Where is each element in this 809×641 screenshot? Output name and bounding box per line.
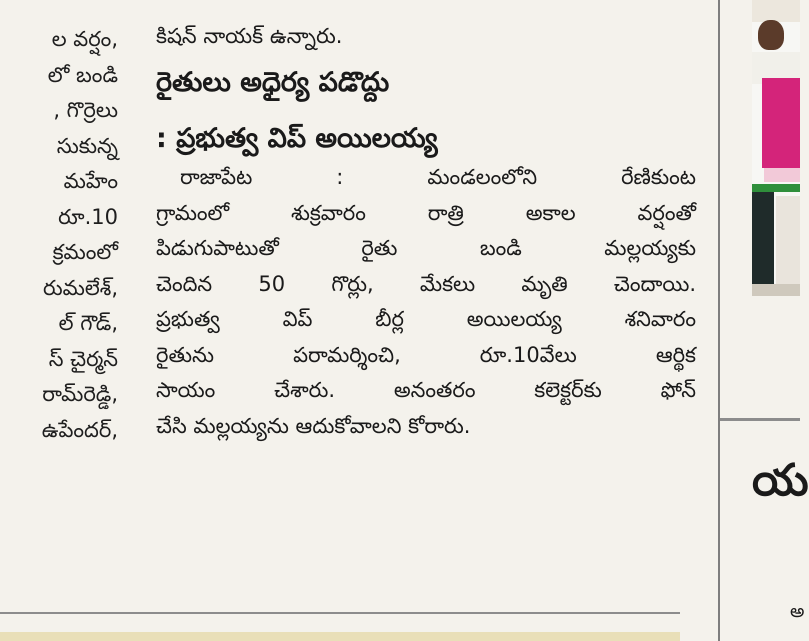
bottom-divider <box>0 612 680 614</box>
article-headline: రైతులు అధైర్య పడొద్దు <box>156 67 390 98</box>
left-line: రామ్‌రెడ్డి, <box>42 382 118 406</box>
body-line: రైతును పరామర్శించి, రూ.10వేలు ఆర్థిక <box>156 342 696 367</box>
left-line: మహేం <box>63 169 118 193</box>
left-line: క్రమంలో <box>52 240 118 264</box>
left-line: ల వర్షం, <box>51 27 118 51</box>
article-body <box>156 160 696 444</box>
news-photo-cropped <box>752 0 800 296</box>
body-line: పిడుగుపాటుతో రైతు బండి మల్లయ్యకు <box>156 236 696 260</box>
article-column <box>156 18 696 444</box>
article-subheadline: : ప్రభుత్వ విప్ అయిలయ్య <box>156 123 438 154</box>
left-line: రుమలేశ్, <box>42 275 118 300</box>
body-line: రాజాపేట : మండలంలోని రేణికుంట <box>180 165 696 189</box>
body-line: ప్రభుత్వ విప్ బీర్ల అయిలయ్య శనివారం <box>156 307 696 331</box>
body-line: గ్రామంలో శుక్రవారం రాత్రి అకాల వర్షంతో <box>156 200 696 225</box>
left-line: ఉపేందర్, <box>41 417 118 442</box>
previous-article-tail: కిషన్ నాయక్ ఉన్నారు. <box>156 24 343 48</box>
body-line: చేసి మల్లయ్యను ఆదుకోవాలని కోరారు. <box>156 413 471 438</box>
right-headline-fragment: య <box>752 455 809 506</box>
right-text-fragment: అ <box>790 601 805 622</box>
left-line: ల్ గౌడ్, <box>58 311 118 335</box>
next-article-strip <box>0 632 680 641</box>
left-line: స్ చైర్మన్ <box>48 346 118 371</box>
left-line: రూ.10 <box>58 204 118 229</box>
left-column-cropped <box>0 22 118 448</box>
left-line: లో బండి <box>47 62 118 87</box>
body-line: చెందిన 50 గొర్లు, మేకలు మృతి చెందాయి. <box>156 271 696 296</box>
column-divider <box>718 0 720 641</box>
right-section-divider <box>720 418 800 421</box>
body-line: సాయం చేశారు. అనంతరం కలెక్టర్‌కు ఫోన్ <box>156 378 696 402</box>
left-line: , గొర్రెలు <box>53 98 118 122</box>
left-line: సుకున్న <box>56 133 118 158</box>
